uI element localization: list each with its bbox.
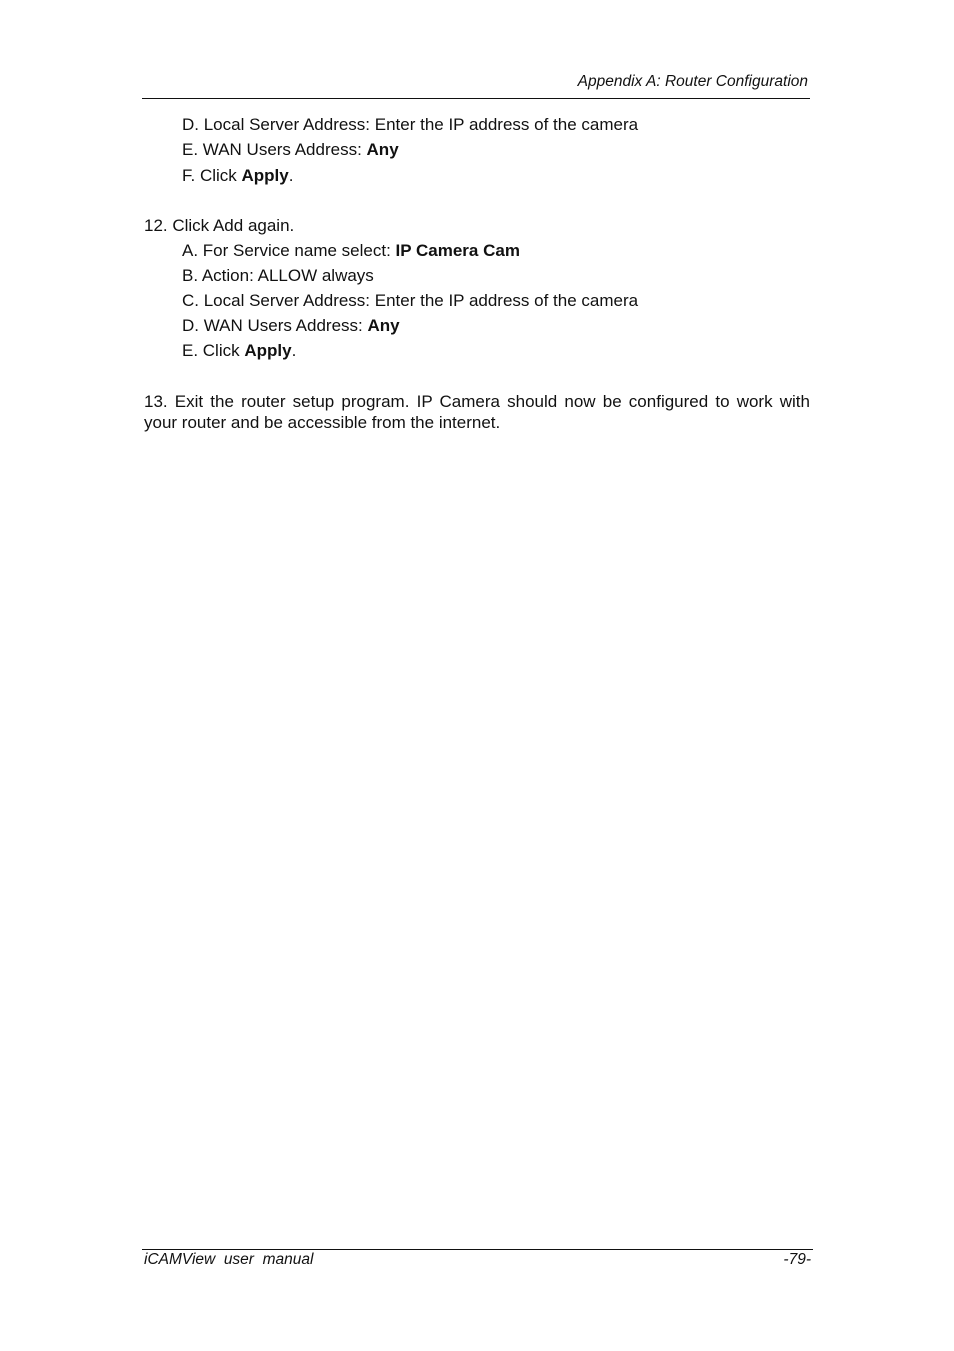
- step-12-item-a: [182, 241, 520, 261]
- list-item-text: D. WAN Users Address:: [182, 316, 368, 335]
- footer-page-number: -79-: [783, 1251, 811, 1268]
- step-12-item-b: [182, 266, 374, 286]
- step-12-item-c: [182, 291, 638, 311]
- list-item-bold: IP Camera Cam: [395, 241, 520, 260]
- header-title: Appendix A: Router Configuration: [577, 73, 808, 90]
- list-item-bold: Any: [367, 316, 400, 335]
- footer-rule: [142, 1249, 813, 1250]
- step-13-paragraph: 13. Exit the router setup program. IP Camera should now be configured to work with your router and be accessible from the internet.: [144, 392, 810, 432]
- list-item-text: C. Local Server Address: Enter the IP address of the camera: [182, 291, 639, 310]
- list-item-f: [182, 166, 293, 186]
- step-12-heading: 12. Click Add again.: [144, 216, 295, 235]
- list-item-text: F. Click: [182, 166, 242, 185]
- footer-manual-title: iCAMView user manual: [144, 1251, 314, 1268]
- list-item-text: A. For Service name select:: [182, 241, 396, 260]
- list-item-text: D. Local Server Address: Enter the IP address of the camera: [182, 115, 639, 134]
- list-item-text: B. Action: ALLOW always: [182, 266, 374, 285]
- step-12-item-d: [182, 316, 400, 336]
- list-item-bold: Any: [366, 140, 399, 159]
- list-item-bold: Apply: [241, 166, 289, 185]
- step-12-item-e: [182, 341, 296, 361]
- list-item-after: .: [288, 166, 294, 185]
- list-item-after: .: [291, 341, 297, 360]
- list-item-e: [182, 140, 399, 160]
- header-rule: [142, 98, 810, 99]
- list-item-d: [182, 115, 638, 135]
- list-item-text: E. WAN Users Address:: [182, 140, 367, 159]
- list-item-bold: Apply: [244, 341, 292, 360]
- list-item-text: E. Click: [182, 341, 245, 360]
